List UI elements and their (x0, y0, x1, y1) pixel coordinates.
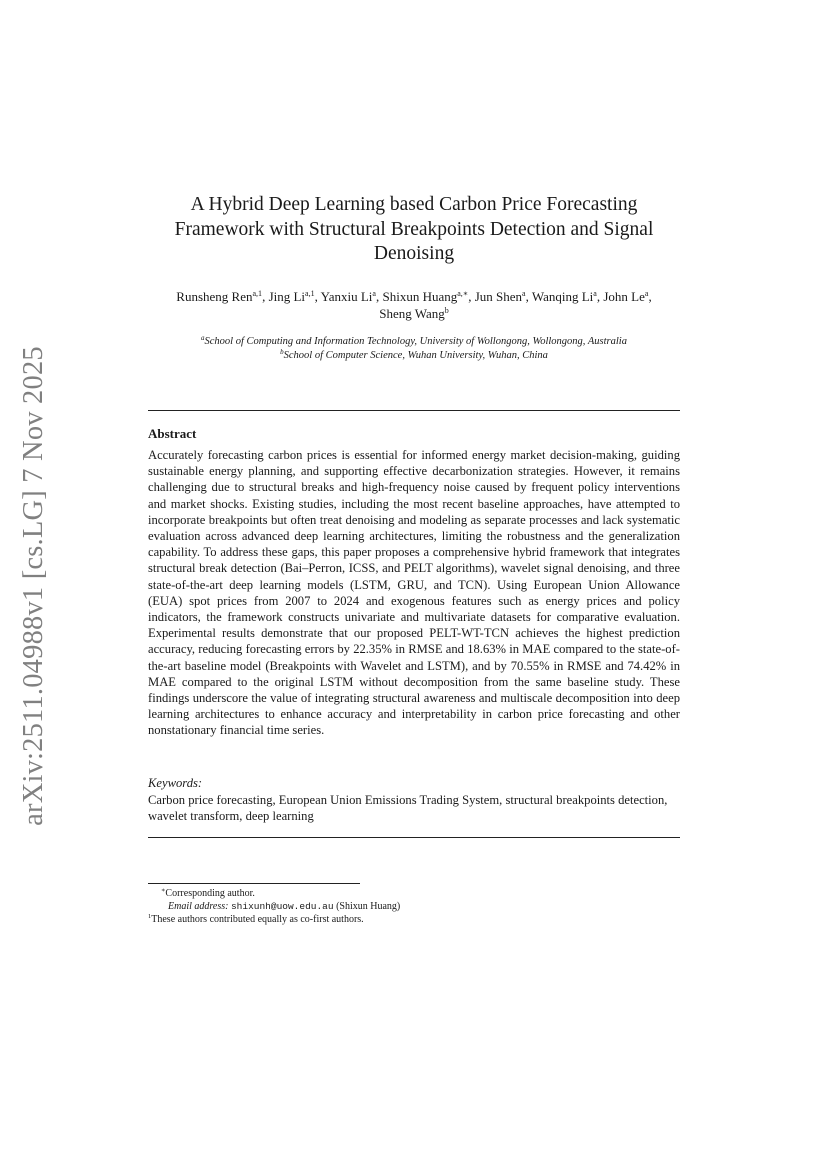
footnote-mark: 1 (148, 913, 152, 920)
author-separator: , (525, 289, 532, 304)
abstract-top-rule (148, 410, 680, 411)
author-affiliation-mark: a,∗ (457, 289, 469, 298)
footnote-corresponding-text: Corresponding author. (165, 888, 255, 899)
author (532, 289, 597, 304)
author-affiliation-mark: a (372, 289, 376, 298)
author-separator: , (375, 289, 383, 304)
author-affiliation-mark: a (522, 289, 526, 298)
affiliation (148, 335, 680, 349)
affiliation-mark: b (280, 348, 284, 356)
affiliation-mark: a (201, 334, 205, 342)
author-separator: , (262, 289, 269, 304)
footnotes (148, 887, 680, 926)
author (382, 289, 468, 304)
author-name: Wanqing Li (531, 289, 594, 304)
author (475, 289, 526, 304)
author (379, 306, 449, 321)
author-affiliation-mark: a,1 (305, 289, 315, 298)
author-name: Jing Li (268, 289, 306, 304)
footnote-rule (148, 883, 360, 884)
author (603, 289, 648, 304)
footnote-email (148, 900, 680, 913)
author-name: Runsheng Ren (176, 289, 253, 304)
author (176, 289, 262, 304)
affiliation (148, 349, 680, 363)
author-name: Shixun Huang (382, 289, 458, 304)
author-list (148, 288, 680, 322)
footnote-cofirst (148, 913, 680, 926)
author-name: John Le (603, 289, 645, 304)
keywords-heading: Keywords: (148, 776, 203, 790)
email-owner: (Shixun Huang) (336, 901, 401, 912)
affiliation-text: School of Computing and Information Technology, University of Wollongong, Wollongong, Australia (204, 336, 627, 347)
author (269, 289, 315, 304)
footnote-corresponding (148, 887, 680, 900)
author-affiliation-mark: b (444, 306, 449, 315)
author-affiliation-mark: a (644, 289, 649, 298)
author-separator: , (648, 289, 652, 304)
abstract-body: Accurately forecasting carbon prices is essential for informed energy market decision-making, guiding sustainable energy planning, and supporting effective decarbonization strategies. However, it remains challenging due to structural breaks and high-frequency noise caused by frequent policy interventions and market shocks. Existing studies, including the most recent baseline approaches, have attempted to incorporate breakpoints but often treat denoising and modeling as separate processes and lack systematic evaluation across advanced deep learning architectures, limiting the robustness and the generalization capability. To address these gaps, this paper proposes a comprehensive hybrid framework that integrates structural break detection (Bai–Perron, ICSS, and PELT algorithms), wavelet signal denoising, and three state-of-the-art deep learning models (LSTM, GRU, and TCN). Using European Union Allowance (EUA) spot prices from 2007 to 2024 and exogenous features such as energy prices and policy indicators, the framework constructs univariate and multivariate datasets for comparative evaluation. Experimental results demonstrate that our proposed PELT-WT-TCN achieves the highest prediction accuracy, reducing forecasting errors by 22.35% in RMSE and 18.63% in MAE compared to the state-of-the-art baseline model (Breakpoints with Wavelet and LSTM), and by 70.55% in RMSE and 74.42% in MAE compared to the original LSTM without decomposition from the same baseline study. These findings underscore the value of integrating structural awareness and multiscale decomposition into deep learning architectures to enhance accuracy and interpretability in carbon price forecasting and other nonstationary financial time series. (148, 448, 680, 738)
affiliation-text: School of Computer Science, Wuhan University, Wuhan, China (283, 350, 548, 361)
footnote-mark: ∗ (161, 887, 166, 894)
email-label: Email address: (168, 901, 229, 912)
affiliation-list (148, 335, 680, 363)
author-separator: , (596, 289, 604, 304)
keywords-body: Carbon price forecasting, European Union Emissions Trading System, structural breakpoints detection, wavelet transform, deep learning (148, 793, 668, 824)
footnote-cofirst-text: These authors contributed equally as co-first authors. (151, 914, 364, 925)
abstract-bottom-rule (148, 837, 680, 838)
author-affiliation-mark: a (593, 289, 597, 298)
email-address: shixunh@uow.edu.au (230, 901, 334, 912)
paper-title: A Hybrid Deep Learning based Carbon Price Forecasting Framework with Structural Breakpoints Detection and Signal Denoising (174, 194, 654, 264)
author-affiliation-mark: a,1 (252, 289, 263, 298)
author (321, 289, 376, 304)
abstract-heading: Abstract (148, 426, 197, 441)
author-name: Yanxiu Li (320, 289, 373, 304)
arxiv-identifier-stamp (12, 348, 56, 824)
author-name: Jun Shen (474, 289, 523, 304)
arxiv-identifier-text: arXiv:2511.04988v1 [cs.LG] 7 Nov 2025 (18, 346, 50, 826)
author-name: Sheng Wang (379, 306, 445, 321)
author-separator: , (314, 289, 321, 304)
author-separator: , (468, 289, 475, 304)
